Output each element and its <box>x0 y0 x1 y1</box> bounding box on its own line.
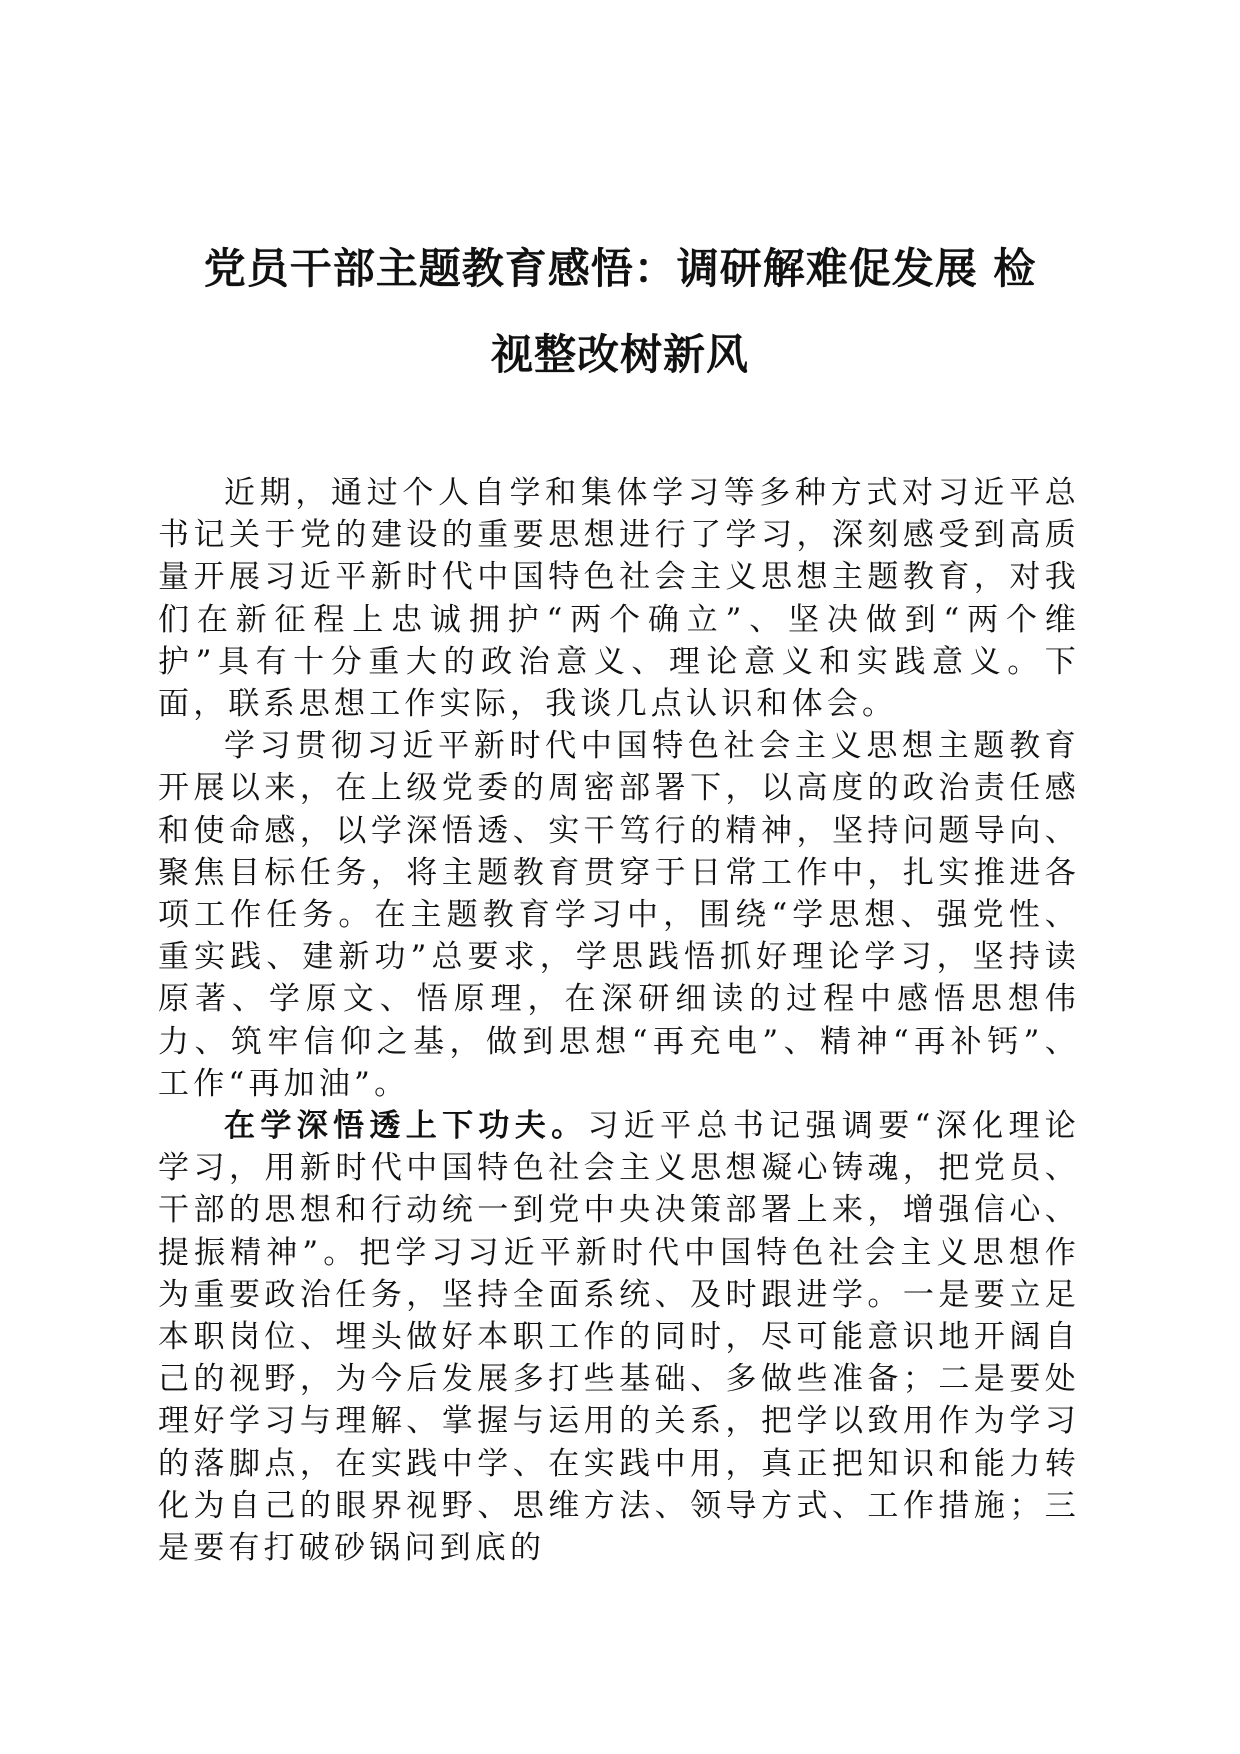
paragraph-overview <box>158 725 1080 1105</box>
paragraph-text: 学习贯彻习近平新时代中国特色社会主义思想主题教育开展以来，在上级党委的周密部署下，以高度的政治责任感和使命感，以学深悟透、实干笃行的精神，坚持问题导向、聚焦目标任务，将主题教育贯穿于日常工作中，扎实推进各项工作任务。在主题教育学习中，围绕“学思想、强党性、重实践、建新功”总要求，学思践悟抓好理论学习，坚持读原著、学原文、悟原理，在深研细读的过程中感悟思想伟力、筑牢信仰之基，做到思想“再充电”、精神“再补钙”、工作“再加油”。 <box>158 728 1080 1102</box>
title-line-1: 党员干部主题教育感悟：调研解难促发展 检 <box>203 244 1037 293</box>
paragraph-intro <box>158 472 1080 725</box>
paragraph-text: 习近平总书记强调要“深化理论学习，用新时代中国特色社会主义思想凝心铸魂，把党员、干部的思想和行动统一到党中央决策部署上来，增强信心、提振精神”。把学习习近平新时代中国特色社会主义思想作为重要政治任务，坚持全面系统、及时跟进学。一是要立足本职岗位、埋头做好本职工作的同时，尽可能意识地开阔自己的视野，为今后发展多打些基础、多做些准备；二是要处理好学习与理解、掌握与运用的关系，把学以致用作为学习的落脚点，在实践中学、在实践中用，真正把知识和能力转化为自己的眼界视野、思维方法、领导方式、工作措施；三是要有打破砂锅问到底的 <box>158 1108 1080 1567</box>
title-line-2: 视整改树新风 <box>490 330 749 379</box>
paragraph-lead: 在学深悟透上下功夫。 <box>224 1108 588 1145</box>
document-title <box>150 226 1090 398</box>
paragraph-text: 近期，通过个人自学和集体学习等多种方式对习近平总书记关于党的建设的重要思想进行了学习，深刻感受到高质量开展习近平新时代中国特色社会主义思想主题教育，对我们在新征程上忠诚拥护“两个确立”、坚决做到“两个维护”具有十分重大的政治意义、理论意义和实践意义。下面，联系思想工作实际，我谈几点认识和体会。 <box>158 475 1080 723</box>
document-body <box>158 472 1080 1569</box>
paragraph-study <box>158 1105 1080 1569</box>
